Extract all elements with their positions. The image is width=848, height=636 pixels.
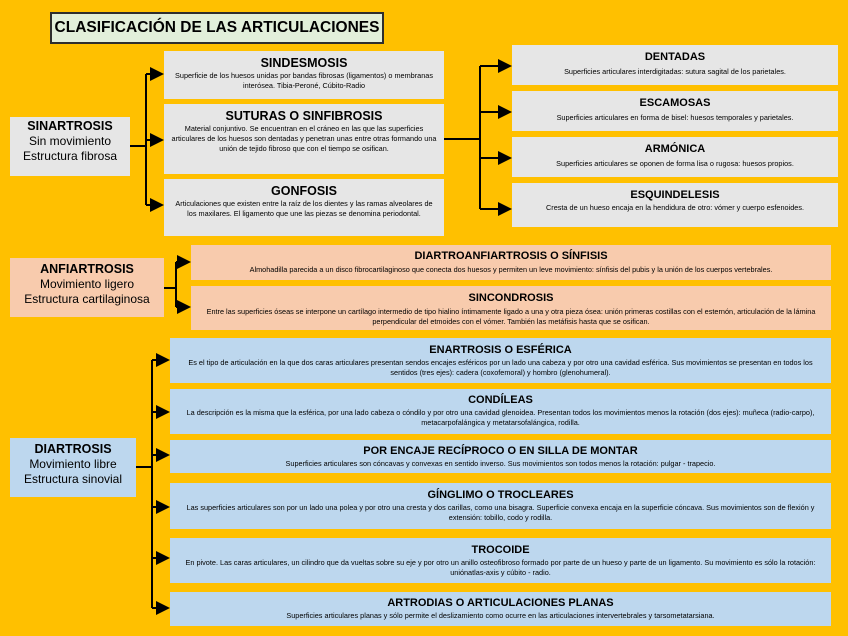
category-name: DIARTROSIS (34, 442, 112, 456)
node-text: Entre las superficies óseas se interpone un cartílago intermedio de tipo hialino íntimamente ligado a una y otra pieza ósea: unión primeras costillas con el esternón, articulación de la lámina perpendicular del etmoides con el vómer. También las metáfisis hasta que se osifican. (206, 307, 816, 326)
node-text: Superficies articulares se oponen de forma lisa o rugosa: huesos propios. (556, 159, 794, 168)
node-sindesmosis (164, 51, 444, 99)
node-escamosas (512, 91, 838, 131)
category-movement: Movimiento ligero (39, 277, 135, 291)
node-title: GÍNGLIMO O TROCLEARES (427, 489, 574, 501)
category-anfiartrosis (10, 258, 164, 317)
node-sincondrosis (191, 286, 831, 330)
category-structure: Estructura sinovial (23, 472, 123, 486)
node-silla-de-montar (170, 440, 831, 473)
node-title: ARMÓNICA (644, 143, 706, 155)
node-title: POR ENCAJE RECÍPROCO O EN SILLA DE MONTAR (363, 445, 638, 457)
category-movement: Sin movimiento (28, 134, 112, 148)
node-text: Las superficies articulares son por un lado una polea y por otro una cresta y dos carillas, como una bisagra. Superficie convexa encaja en la superficie cóncava. Sus movimientos son de flexión y extensión: tobillo, codo y rodilla. (186, 503, 815, 522)
node-gonfosis (164, 179, 444, 236)
node-title: ENARTROSIS O ESFÉRICA (429, 344, 572, 356)
node-title: CONDÍLEAS (468, 394, 533, 406)
node-dentadas (512, 45, 838, 85)
node-title: SINDESMOSIS (260, 56, 348, 70)
node-title: TROCOIDE (471, 544, 530, 556)
node-armonica (512, 137, 838, 177)
node-text: Almohadilla parecida a un disco fibrocartilaginoso que conecta dos huesos y permiten un leve movimiento: sínfisis del pubis y la unión de los cuerpos vertebrales. (249, 265, 773, 274)
category-structure: Estructura fibrosa (22, 149, 118, 163)
node-title: ESQUINDELESIS (630, 189, 720, 201)
node-title: ESCAMOSAS (639, 97, 711, 109)
node-condileas (170, 389, 831, 434)
node-text: En pivote. Las caras articulares, un cilindro que da vueltas sobre su eje y por otro un anillo osteofibroso formado por parte de un hueso y parte de un ligamento. Su movimiento es sólo la rotación: uniónatlas-axis y cúbito - radio. (185, 558, 816, 577)
node-text: Superficies articulares son cóncavas y convexas en sentido inverso. Sus movimientos son todos menos la rotación: pulgar - trapecio. (285, 459, 716, 468)
node-trocoide (170, 538, 831, 583)
category-diartrosis (10, 438, 136, 497)
category-name: ANFIARTROSIS (40, 262, 134, 276)
node-title: SUTURAS O SINFIBROSIS (225, 109, 383, 123)
node-esquindelesis (512, 183, 838, 227)
category-name: SINARTROSIS (27, 119, 113, 133)
node-ginglimo (170, 483, 831, 529)
node-text: Cresta de un hueso encaja en la hendidura de otro: vómer y cuerpo esfenoides. (546, 203, 804, 212)
node-title: DENTADAS (644, 51, 706, 63)
page-title: CLASIFICACIÓN DE LAS ARTICULACIONES (50, 12, 384, 44)
node-text: Material conjuntivo. Se encuentran en el cráneo en las que las superficies articulares de los huesos son dentadas y penetran unas entre otras formando una unión de tejido fibroso que con el tiempo se osifican. (171, 124, 437, 153)
category-movement: Movimiento libre (29, 457, 117, 471)
node-text: Superficies articulares en forma de bisel: huesos temporales y parietales. (556, 113, 794, 122)
node-title: SINCONDROSIS (468, 292, 554, 304)
node-title: GONFOSIS (271, 184, 337, 198)
node-text: Superficies articulares planas y sólo permite el deslizamiento como ocurre en las articulaciones intervertebrales y tarsometatarsiana. (286, 611, 715, 620)
node-title: ARTRODIAS O ARTICULACIONES PLANAS (387, 597, 614, 609)
category-structure: Estructura cartilaginosa (24, 292, 150, 306)
node-artrodias (170, 592, 831, 626)
node-text: Superficie de los huesos unidas por bandas fibrosas (ligamentos) o membranas interósea. Tibia-Peroné, Cúbito-Radio (175, 71, 433, 90)
node-title: DIARTROANFIARTROSIS O SÍNFISIS (414, 250, 608, 262)
category-sinartrosis (10, 117, 130, 176)
node-enartrosis (170, 338, 831, 383)
node-text: Articulaciones que existen entre la raíz de los dientes y las ramas alveolares de los maxilares. El ligamento que une las piezas se denomina periodontal. (175, 199, 433, 218)
node-text: La descripción es la misma que la esférica, por una lado cabeza o cóndilo y por otro una cavidad glenoidea. Presentan todos los movimientos menos la rotación (dos ejes): muñeca (radio-carpo), metacarpofalángica y metatarsofalángica, rodilla. (186, 408, 815, 427)
node-text: Superficies articulares interdigitadas: sutura sagital de los parietales. (564, 67, 786, 76)
node-suturas (164, 104, 444, 174)
node-sinfisis (191, 245, 831, 280)
node-text: Es el tipo de articulación en la que dos caras articulares presentan sendos encajes esféricos por un lado una cabeza y por otro una cavidad esférica. Sus movimientos se presentan en todos los sentidos (tres ejes): cadera (coxofemoral) y hombro (glenohumeral). (188, 358, 813, 377)
